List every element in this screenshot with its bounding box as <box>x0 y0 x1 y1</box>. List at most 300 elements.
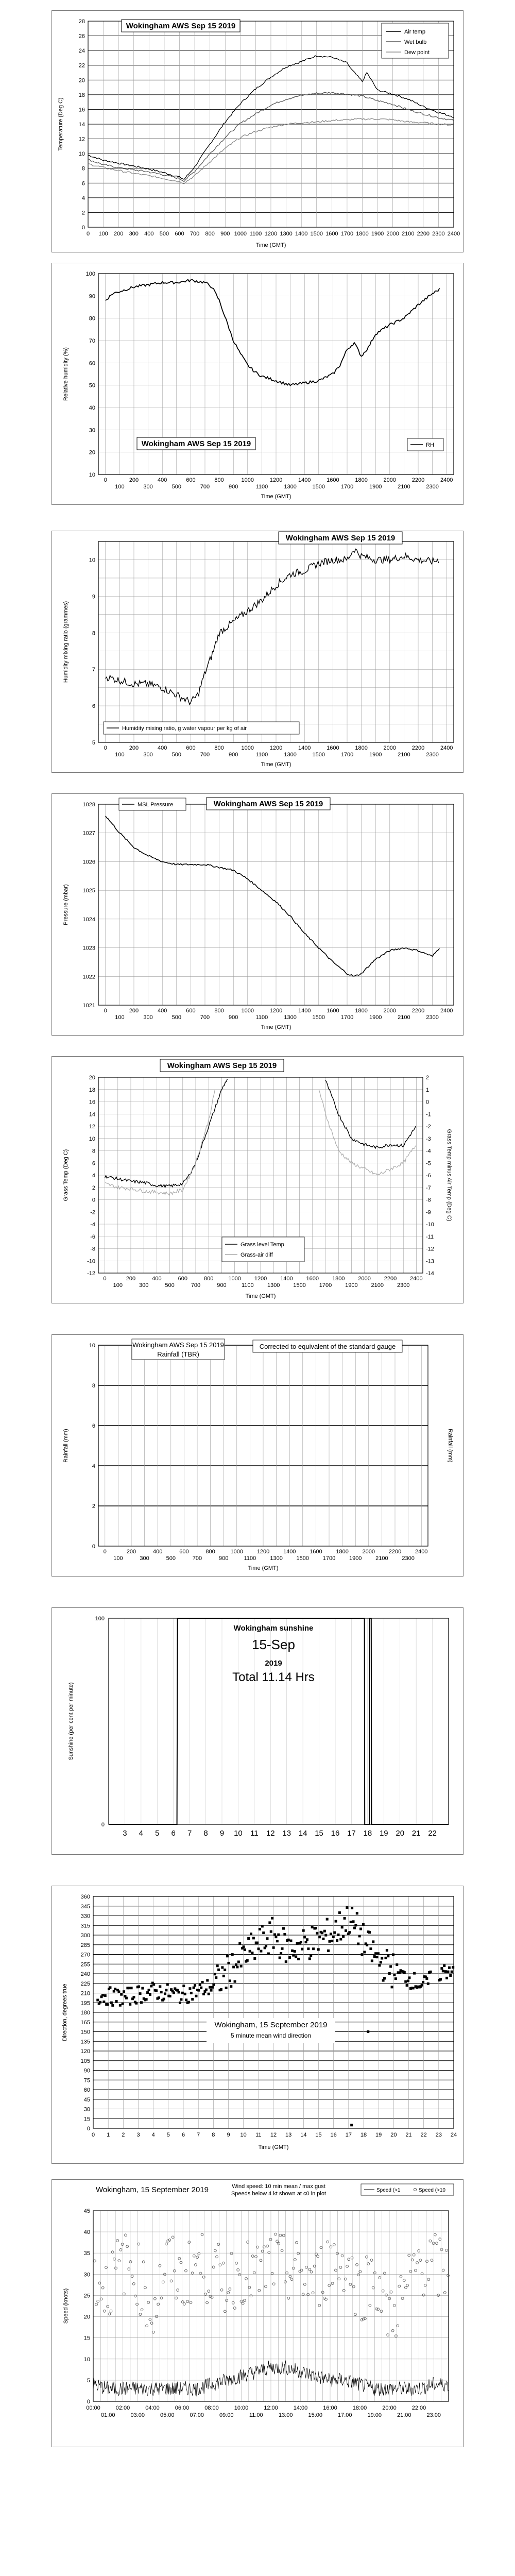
grass-plot <box>52 1057 464 1304</box>
scatter-point <box>372 1940 374 1943</box>
y-tick-label: 6 <box>81 180 85 187</box>
scatter-point <box>295 1955 297 1958</box>
x-tick-label: 08:00 <box>204 2405 219 2411</box>
scatter-point <box>306 1938 308 1941</box>
y-tick-label: 12 <box>89 1124 95 1130</box>
y-tick-label: 60 <box>83 2087 90 2093</box>
scatter-point <box>242 1945 245 1948</box>
x-tick-label: 400 <box>144 231 154 237</box>
x-tick-label: 24 <box>450 2132 457 2138</box>
y-tick-label: 2 <box>92 1503 95 1510</box>
legend-label: Air temp <box>404 29 425 35</box>
temperature-chart <box>52 10 464 252</box>
y-tick-label: 45 <box>83 2096 90 2103</box>
scatter-point <box>164 1992 166 1995</box>
gust-point <box>115 2267 117 2269</box>
gust-point <box>312 2292 314 2294</box>
scatter-point <box>447 1971 450 1973</box>
scatter-point <box>445 1977 448 1979</box>
x-tick-label: 0 <box>104 745 107 751</box>
x-tick-label: 2300 <box>397 1282 410 1289</box>
scatter-point <box>237 1960 240 1963</box>
gust-point <box>294 2259 296 2261</box>
series-line-msl-pressure <box>106 816 440 976</box>
scatter-point <box>187 2001 190 2004</box>
scatter-point <box>101 1994 104 1996</box>
scatter-point <box>128 1987 130 1989</box>
scatter-point <box>318 1936 321 1938</box>
gust-point <box>393 2304 396 2307</box>
x-tick-label: 200 <box>113 231 124 237</box>
x-tick-label: 1300 <box>267 1282 280 1289</box>
y-tick-label-right: -4 <box>426 1148 431 1155</box>
scatter-point <box>238 1942 241 1945</box>
x-tick-label: 1800 <box>355 1008 368 1014</box>
x-axis-label: Time (GMT) <box>261 494 291 500</box>
scatter-point <box>155 1989 158 1992</box>
gust-point <box>237 2268 239 2271</box>
scatter-point <box>394 1977 397 1980</box>
scatter-point <box>357 1942 359 1945</box>
legend-label: Wet bulb <box>404 39 427 45</box>
scatter-point <box>366 1944 368 1946</box>
y-axis-label: Grass Temp (Deg C) <box>63 1149 69 1201</box>
x-tick-label: 1 <box>107 2132 110 2138</box>
x-tick-label: 800 <box>214 477 224 483</box>
scatter-point <box>222 1975 225 1977</box>
x-tick-label: 17 <box>345 2132 352 2138</box>
gust-point <box>390 2291 392 2293</box>
gust-point <box>121 2243 124 2246</box>
x-tick-label: 1700 <box>340 1014 354 1021</box>
gust-point <box>437 2294 440 2297</box>
x-tick-label: 2200 <box>411 477 425 483</box>
gust-point <box>385 2294 388 2296</box>
gust-point <box>387 2334 389 2336</box>
x-tick-label: 800 <box>214 1008 224 1014</box>
gust-point <box>431 2259 433 2262</box>
gust-point <box>305 2266 308 2268</box>
x-tick-label: 03:00 <box>130 2412 145 2418</box>
scatter-point <box>102 2001 105 2003</box>
x-tick-label: 2100 <box>398 752 410 758</box>
gust-point <box>327 2241 329 2243</box>
gust-point <box>186 2300 189 2303</box>
x-tick-label: 0 <box>103 1549 107 1555</box>
scatter-point <box>185 1998 187 2001</box>
x-tick-label: 12 <box>266 1829 275 1838</box>
gust-point <box>229 2288 231 2291</box>
gust-point <box>421 2273 423 2275</box>
x-tick-label: 800 <box>205 231 215 237</box>
y-tick-label: 270 <box>80 1952 90 1958</box>
scatter-point <box>230 1985 232 1988</box>
x-tick-label: 2 <box>122 2132 125 2138</box>
scatter-point <box>408 1976 410 1979</box>
x-tick-label: 1900 <box>369 484 382 490</box>
y-tick-label: 90 <box>83 2067 90 2074</box>
y-tick-label: 30 <box>83 2272 90 2278</box>
y-tick-label: 18 <box>78 92 85 98</box>
legend-label: Humidity mixing ratio, g water vapour per kg of air <box>122 725 247 732</box>
y-tick-label: 50 <box>89 382 95 389</box>
gust-point <box>338 2278 340 2280</box>
scatter-point <box>386 1949 388 1952</box>
y-tick-label: 10 <box>89 1136 95 1142</box>
x-tick-label: 14 <box>300 2132 307 2138</box>
x-tick-label: 00:00 <box>86 2405 100 2411</box>
gust-point <box>281 2249 283 2252</box>
scatter-point <box>346 1906 348 1909</box>
scatter-point <box>166 1983 169 1986</box>
x-tick-label: 200 <box>126 1549 136 1555</box>
gust-point <box>422 2294 425 2296</box>
gust-point <box>341 2255 344 2257</box>
gust-point <box>188 2241 191 2244</box>
series-line-rh <box>106 280 440 386</box>
scatter-point <box>252 1937 255 1939</box>
x-tick-label: 1500 <box>293 1282 306 1289</box>
scatter-point <box>430 1971 432 1973</box>
x-tick-label: 100 <box>113 1282 123 1289</box>
y-tick-label-right: 1 <box>426 1087 430 1093</box>
rainfall-chart <box>52 1334 464 1577</box>
gust-point <box>146 2325 148 2327</box>
scatter-point <box>206 1979 209 1981</box>
gust-point <box>183 2303 185 2306</box>
x-tick-label: 2400 <box>440 1008 453 1014</box>
x-tick-label: 19 <box>379 1829 388 1838</box>
scatter-point <box>307 1947 310 1950</box>
x-tick-label: 01:00 <box>100 2412 115 2418</box>
y-tick-label-right: -6 <box>426 1173 431 1179</box>
scatter-point <box>261 1925 264 1927</box>
x-tick-label: 8 <box>203 1829 208 1838</box>
x-tick-label: 1800 <box>355 477 368 483</box>
x-tick-label: 23 <box>435 2132 442 2138</box>
scatter-point <box>326 1918 329 1921</box>
gust-point <box>279 2234 282 2236</box>
x-tick-label: 1800 <box>355 745 368 751</box>
x-tick-label: 1100 <box>249 231 262 237</box>
scatter-point <box>191 1998 194 2001</box>
y-tick-label: -2 <box>90 1209 95 1216</box>
x-tick-label: 600 <box>178 1276 187 1282</box>
y-tick-label: 2 <box>92 1184 95 1191</box>
x-tick-label: 16:00 <box>323 2405 337 2411</box>
x-tick-label: 1300 <box>284 1014 297 1021</box>
x-tick-label: 500 <box>171 484 181 490</box>
pressure-chart <box>52 793 464 1036</box>
x-tick-label: 300 <box>143 752 153 758</box>
x-tick-label: 1800 <box>356 231 369 237</box>
y-tick-label: 9 <box>92 594 95 600</box>
scatter-point <box>344 1917 346 1920</box>
x-tick-label: 1700 <box>322 1555 336 1562</box>
x-tick-label: 1600 <box>327 745 339 751</box>
gust-point <box>97 2300 99 2302</box>
mixing-ratio-chart <box>52 531 464 773</box>
scatter-point <box>291 1950 294 1952</box>
scatter-point <box>277 1934 280 1936</box>
scatter-point <box>406 1984 408 1987</box>
y-tick-label-right: -1 <box>426 1111 431 1118</box>
x-tick-label: 1400 <box>298 477 311 483</box>
gust-point <box>131 2275 133 2278</box>
y-tick-label: 360 <box>80 1894 90 1900</box>
scatter-point <box>193 1987 195 1989</box>
gust-point <box>195 2264 197 2266</box>
sunshine-chart <box>52 1607 464 1855</box>
y-axis-label-right: Grass Temp minus Air Temp (Deg C) <box>446 1129 452 1222</box>
x-tick-label: 2000 <box>383 745 397 751</box>
scatter-point <box>393 1974 396 1976</box>
gust-point <box>429 2240 432 2242</box>
x-tick-label: 09:00 <box>219 2412 234 2418</box>
y-tick-label: 210 <box>80 1990 90 1997</box>
x-tick-label: 1200 <box>269 477 283 483</box>
scatter-point <box>359 1928 362 1930</box>
scatter-point <box>403 1971 406 1974</box>
scatter-point <box>229 1979 231 1982</box>
gust-point <box>144 2286 147 2289</box>
gust-point <box>290 2278 293 2281</box>
x-tick-label: 18 <box>360 2132 367 2138</box>
x-tick-label: 1500 <box>312 484 325 490</box>
y-tick-label: 1027 <box>82 830 95 837</box>
y-axis-label: Relative humidity (%) <box>63 347 69 401</box>
y-tick-label-right: 2 <box>426 1075 430 1081</box>
gust-point <box>297 2252 300 2255</box>
x-tick-label: 4 <box>139 1829 144 1838</box>
y-tick-label-right: -9 <box>426 1209 431 1216</box>
x-tick-label: 800 <box>214 745 224 751</box>
chart-title: Wokingham AWS Sep 15 2019 <box>126 22 236 30</box>
x-tick-label: 500 <box>166 1555 176 1562</box>
x-tick-label: 0 <box>104 477 107 483</box>
scatter-point <box>267 1953 270 1955</box>
gust-point <box>178 2257 181 2260</box>
y-tick-label: 0 <box>101 1822 105 1828</box>
scatter-point <box>282 1927 285 1930</box>
x-tick-label: 13 <box>285 2132 292 2138</box>
x-tick-label: 1900 <box>371 231 384 237</box>
x-tick-label: 1000 <box>241 745 254 751</box>
x-tick-label: 2000 <box>386 231 399 237</box>
scatter-point <box>224 1969 226 1971</box>
x-tick-label: 1700 <box>340 484 354 490</box>
gust-point <box>331 2282 334 2285</box>
scatter-point <box>113 1990 115 1993</box>
y-tick-label: 135 <box>80 2039 90 2045</box>
x-tick-label: 04:00 <box>145 2405 160 2411</box>
scatter-point <box>200 1987 202 1989</box>
x-tick-label: 19 <box>375 2132 382 2138</box>
gust-point <box>434 2233 436 2236</box>
x-tick-label: 400 <box>158 477 167 483</box>
gust-point <box>238 2274 241 2276</box>
y-axis-label: Pressure (mbar) <box>63 884 69 925</box>
x-tick-label: 11 <box>255 2132 262 2138</box>
scatter-point <box>145 1998 148 2001</box>
x-tick-label: 22 <box>420 2132 427 2138</box>
x-tick-label: 0 <box>86 231 90 237</box>
gust-point <box>364 2317 366 2320</box>
scatter-point <box>288 1956 291 1959</box>
gust-point <box>153 2297 156 2300</box>
scatter-point <box>350 1921 352 1923</box>
gust-point <box>292 2267 295 2269</box>
x-tick-label: 1400 <box>298 745 311 751</box>
scatter-point <box>381 1957 383 1960</box>
gust-point <box>354 2313 356 2316</box>
scatter-point <box>217 1969 220 1971</box>
x-tick-label: 8 <box>212 2132 215 2138</box>
chart-title: Wokingham AWS Sep 15 2019 <box>285 534 396 543</box>
scatter-point <box>274 1936 277 1938</box>
scatter-point <box>236 1965 238 1968</box>
x-tick-label: 2100 <box>398 1014 410 1021</box>
wind-speed-chart <box>52 2179 464 2447</box>
scatter-point <box>296 1942 299 1944</box>
gust-point <box>201 2233 203 2236</box>
x-tick-label: 10 <box>240 2132 247 2138</box>
scatter-point <box>383 1977 386 1979</box>
x-tick-label: 900 <box>229 752 238 758</box>
x-tick-label: 2100 <box>371 1282 384 1289</box>
y-tick-label: 10 <box>89 1343 95 1349</box>
y-tick-label: 14 <box>78 122 85 128</box>
gust-point <box>405 2286 407 2289</box>
x-tick-label: 300 <box>140 1555 149 1562</box>
scatter-point <box>323 1930 326 1933</box>
x-tick-label: 2400 <box>447 231 460 237</box>
scatter-point <box>285 1960 287 1963</box>
x-tick-label: 1900 <box>349 1555 362 1562</box>
x-tick-label: 1900 <box>345 1282 358 1289</box>
y-tick-label: 22 <box>78 62 85 69</box>
y-tick-label: 105 <box>80 2058 90 2064</box>
scatter-point <box>281 1947 284 1950</box>
gust-point <box>265 2285 267 2288</box>
x-tick-label: 2400 <box>415 1549 428 1555</box>
x-axis-label: Time (GMT) <box>255 242 286 248</box>
x-tick-label: 2400 <box>440 477 453 483</box>
gust-point <box>134 2295 137 2297</box>
gust-point <box>336 2252 339 2255</box>
gust-point <box>136 2303 139 2306</box>
scatter-point <box>312 1947 315 1950</box>
gust-point <box>346 2265 349 2267</box>
gust-point <box>310 2270 313 2273</box>
y-tick-label: 8 <box>92 630 95 637</box>
gust-point <box>307 2293 310 2296</box>
scatter-point <box>449 1974 452 1977</box>
y-tick-label: 35 <box>83 2250 90 2257</box>
gust-point <box>370 2259 373 2262</box>
x-tick-label: 6 <box>181 2132 185 2138</box>
y-tick-label: 6 <box>92 703 95 710</box>
scatter-point <box>149 1993 151 1996</box>
gust-point <box>108 2313 111 2315</box>
legend-label: Speed (>1 <box>376 2188 401 2193</box>
x-tick-label: 1600 <box>306 1276 319 1282</box>
x-tick-label: 1100 <box>255 1014 268 1021</box>
series-line-mixing-ratio <box>106 549 439 705</box>
x-tick-label: 2200 <box>388 1549 402 1555</box>
gust-point <box>282 2234 285 2237</box>
scatter-point <box>159 1985 161 1988</box>
y-tick-label: 28 <box>78 19 85 25</box>
y-tick-label: 2 <box>81 210 85 216</box>
scatter-point <box>369 1947 372 1950</box>
chart-subtitle: 5 minute mean wind direction <box>230 2032 312 2039</box>
gust-point <box>388 2297 391 2300</box>
scatter-point <box>256 1941 259 1944</box>
x-tick-label: 1600 <box>325 231 338 237</box>
x-tick-label: 100 <box>115 1014 125 1021</box>
scatter-point <box>173 1991 175 1994</box>
gust-point <box>256 2246 259 2248</box>
y-tick-label: 20 <box>83 2314 90 2320</box>
gust-point <box>105 2266 108 2269</box>
scatter-point <box>316 1932 318 1935</box>
gust-point <box>401 2297 404 2300</box>
scatter-point <box>358 1935 361 1937</box>
scatter-point <box>336 1939 338 1942</box>
x-tick-label: 1600 <box>310 1549 322 1555</box>
x-axis-label: Time (GMT) <box>258 2144 289 2150</box>
series-line-grass-air-diff-evening <box>319 1090 416 1175</box>
x-tick-label: 1000 <box>234 231 247 237</box>
x-tick-label: 11 <box>250 1829 259 1838</box>
x-tick-label: 3 <box>136 2132 140 2138</box>
gust-point <box>377 2308 380 2311</box>
scatter-point <box>387 1955 389 1957</box>
gust-point <box>284 2281 286 2283</box>
scatter-point <box>234 1980 236 1983</box>
gust-point <box>103 2310 106 2312</box>
wind-direction-chart <box>52 1886 464 2164</box>
x-tick-label: 1300 <box>280 231 293 237</box>
scatter-point <box>244 1948 246 1951</box>
x-tick-label: 1500 <box>310 231 323 237</box>
gust-point <box>302 2293 304 2296</box>
gust-point <box>382 2290 384 2292</box>
y-tick-label: 4 <box>92 1463 95 1469</box>
gust-point <box>116 2240 119 2242</box>
x-tick-label: 2400 <box>410 1276 423 1282</box>
x-tick-label: 21 <box>411 1829 421 1838</box>
gust-point <box>226 2299 228 2302</box>
scatter-point <box>292 1954 295 1957</box>
series-line-grass-level-temp-evening <box>325 1080 416 1148</box>
scatter-point <box>363 1951 366 1953</box>
gust-point <box>160 2297 163 2299</box>
scatter-point <box>132 1996 135 1998</box>
x-tick-label: 1800 <box>336 1549 349 1555</box>
scatter-point <box>276 1940 279 1942</box>
scatter-point <box>211 1986 214 1989</box>
y-tick-label: 8 <box>81 165 85 172</box>
scatter-point <box>260 1950 262 1953</box>
y-tick-label: 10 <box>89 472 95 478</box>
x-tick-label: 700 <box>200 1014 210 1021</box>
x-tick-label: 1700 <box>340 231 354 237</box>
gust-point <box>113 2258 115 2260</box>
scatter-point <box>425 1977 428 1980</box>
gust-point <box>366 2256 368 2258</box>
